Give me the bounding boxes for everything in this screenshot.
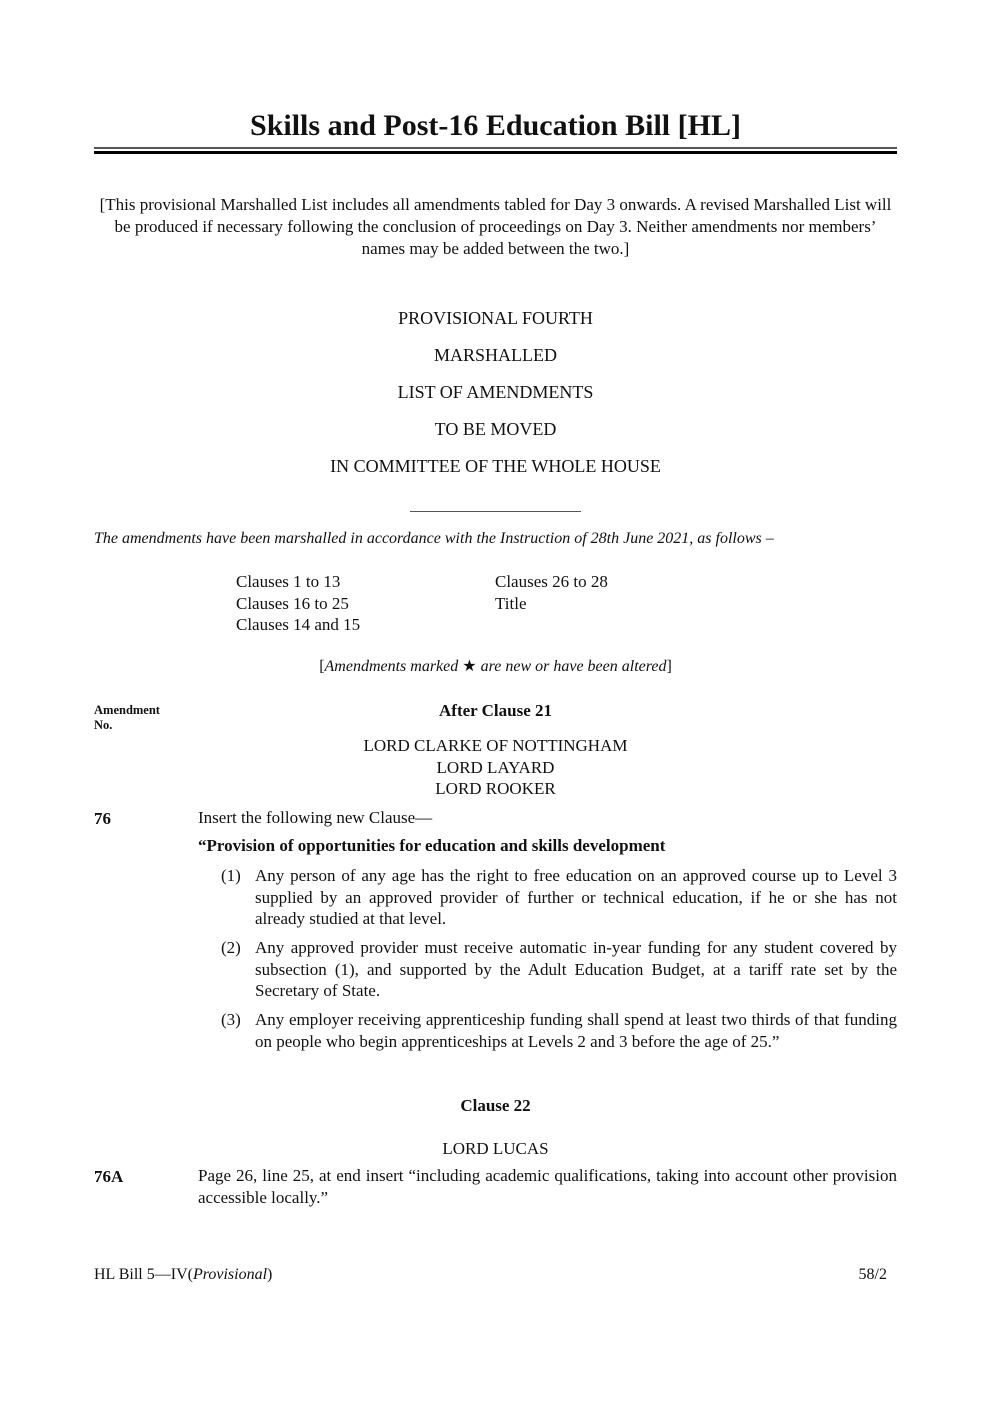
subsection-text: Any approved provider must receive automatic in-year funding for any student covered by subsection (1), and supported by the Adult Education Budget, at a tariff rate set by the Secretary of State. (255, 938, 897, 1000)
new-clause-title: “Provision of opportunities for education and skills development (198, 836, 666, 855)
bracket-open: [ (319, 658, 325, 675)
subsection-number: (2) (221, 938, 241, 957)
star-icon: ★ (462, 658, 477, 675)
section-heading: Clause 22 (460, 1096, 531, 1115)
amendment-text: Page 26, line 25, at end insert “including academic qualifications, taking into account other provision accessible locally.” (198, 1166, 897, 1207)
bill-ref-close: ) (267, 1266, 273, 1283)
amendment-instruction: Insert the following new Clause— (198, 808, 433, 827)
list-heading (94, 305, 897, 490)
sponsors (94, 735, 897, 800)
order-item: Clauses 14 and 15 (236, 615, 361, 634)
subsection-number: (3) (221, 1010, 241, 1029)
section-separator (410, 511, 581, 512)
heading-line: LIST OF AMENDMENTS (397, 382, 594, 402)
order-item: Clauses 26 to 28 (495, 572, 608, 591)
heading-line: IN COMMITTEE OF THE WHOLE HOUSE (330, 456, 661, 476)
marshalling-order (236, 571, 695, 636)
order-item: Clauses 16 to 25 (236, 593, 349, 613)
sponsor-name: LORD ROOKER (435, 779, 556, 798)
sponsors (94, 1138, 897, 1160)
subsection (221, 1009, 897, 1052)
subsection-text: Any employer receiving apprenticeship funding shall spend at least two thirds of that funding on people who begin apprenticeships at Levels 2 and 3 before the age of 25.” (255, 1010, 897, 1051)
subsection-number: (1) (221, 866, 241, 885)
heading-line: PROVISIONAL FOURTH (398, 308, 593, 328)
subsection-text: Any person of any age has the right to free education on an approved course up to Level 3 supplied by an approved provider of further or technical education, if he or she has not already studied at that level. (255, 866, 897, 928)
bill-reference (94, 1264, 272, 1286)
title-rule-thin (94, 147, 897, 149)
title-rule-thick (94, 151, 897, 154)
amendment-number: 76A (94, 1167, 124, 1186)
page-reference: 58/2 (858, 1266, 887, 1283)
order-item: Title (495, 593, 527, 613)
marked-note-text: are new or have been altered (476, 658, 667, 675)
order-item (495, 614, 695, 636)
heading-line: TO BE MOVED (434, 419, 557, 439)
section-heading: After Clause 21 (439, 701, 552, 720)
bill-ref-italic: Provisional (192, 1266, 268, 1283)
order-item: Clauses 1 to 13 (236, 572, 341, 591)
page-title: Skills and Post-16 Education Bill [HL] (250, 109, 741, 142)
amendment-label-line: No. (94, 718, 113, 732)
provisional-note: [This provisional Marshalled List includes all amendments tabled for Day 3 onwards. A revised Marshalled List will be produced if necessary following the conclusion of proceedings on Day 3. Neither amendments nor members’ names may be added between the two.] (99, 195, 892, 258)
marshalling-intro: The amendments have been marshalled in accordance with the Instruction of 28th June 2021, as follows – (94, 530, 774, 547)
heading-line: MARSHALLED (433, 345, 557, 365)
bracket-close: ] (666, 658, 672, 675)
bill-ref-text: HL Bill 5—IV( (94, 1266, 193, 1283)
sponsor-name: LORD LUCAS (442, 1139, 549, 1158)
sponsor-name: LORD CLARKE OF NOTTINGHAM (363, 736, 628, 755)
sponsor-name: LORD LAYARD (436, 757, 555, 777)
marked-note (94, 656, 897, 678)
amendment-label-line: Amendment (94, 703, 160, 717)
amendment-number: 76 (94, 809, 111, 828)
marked-note-text: Amendments marked (324, 658, 463, 675)
subsection (221, 865, 897, 930)
subsection (221, 937, 897, 1002)
